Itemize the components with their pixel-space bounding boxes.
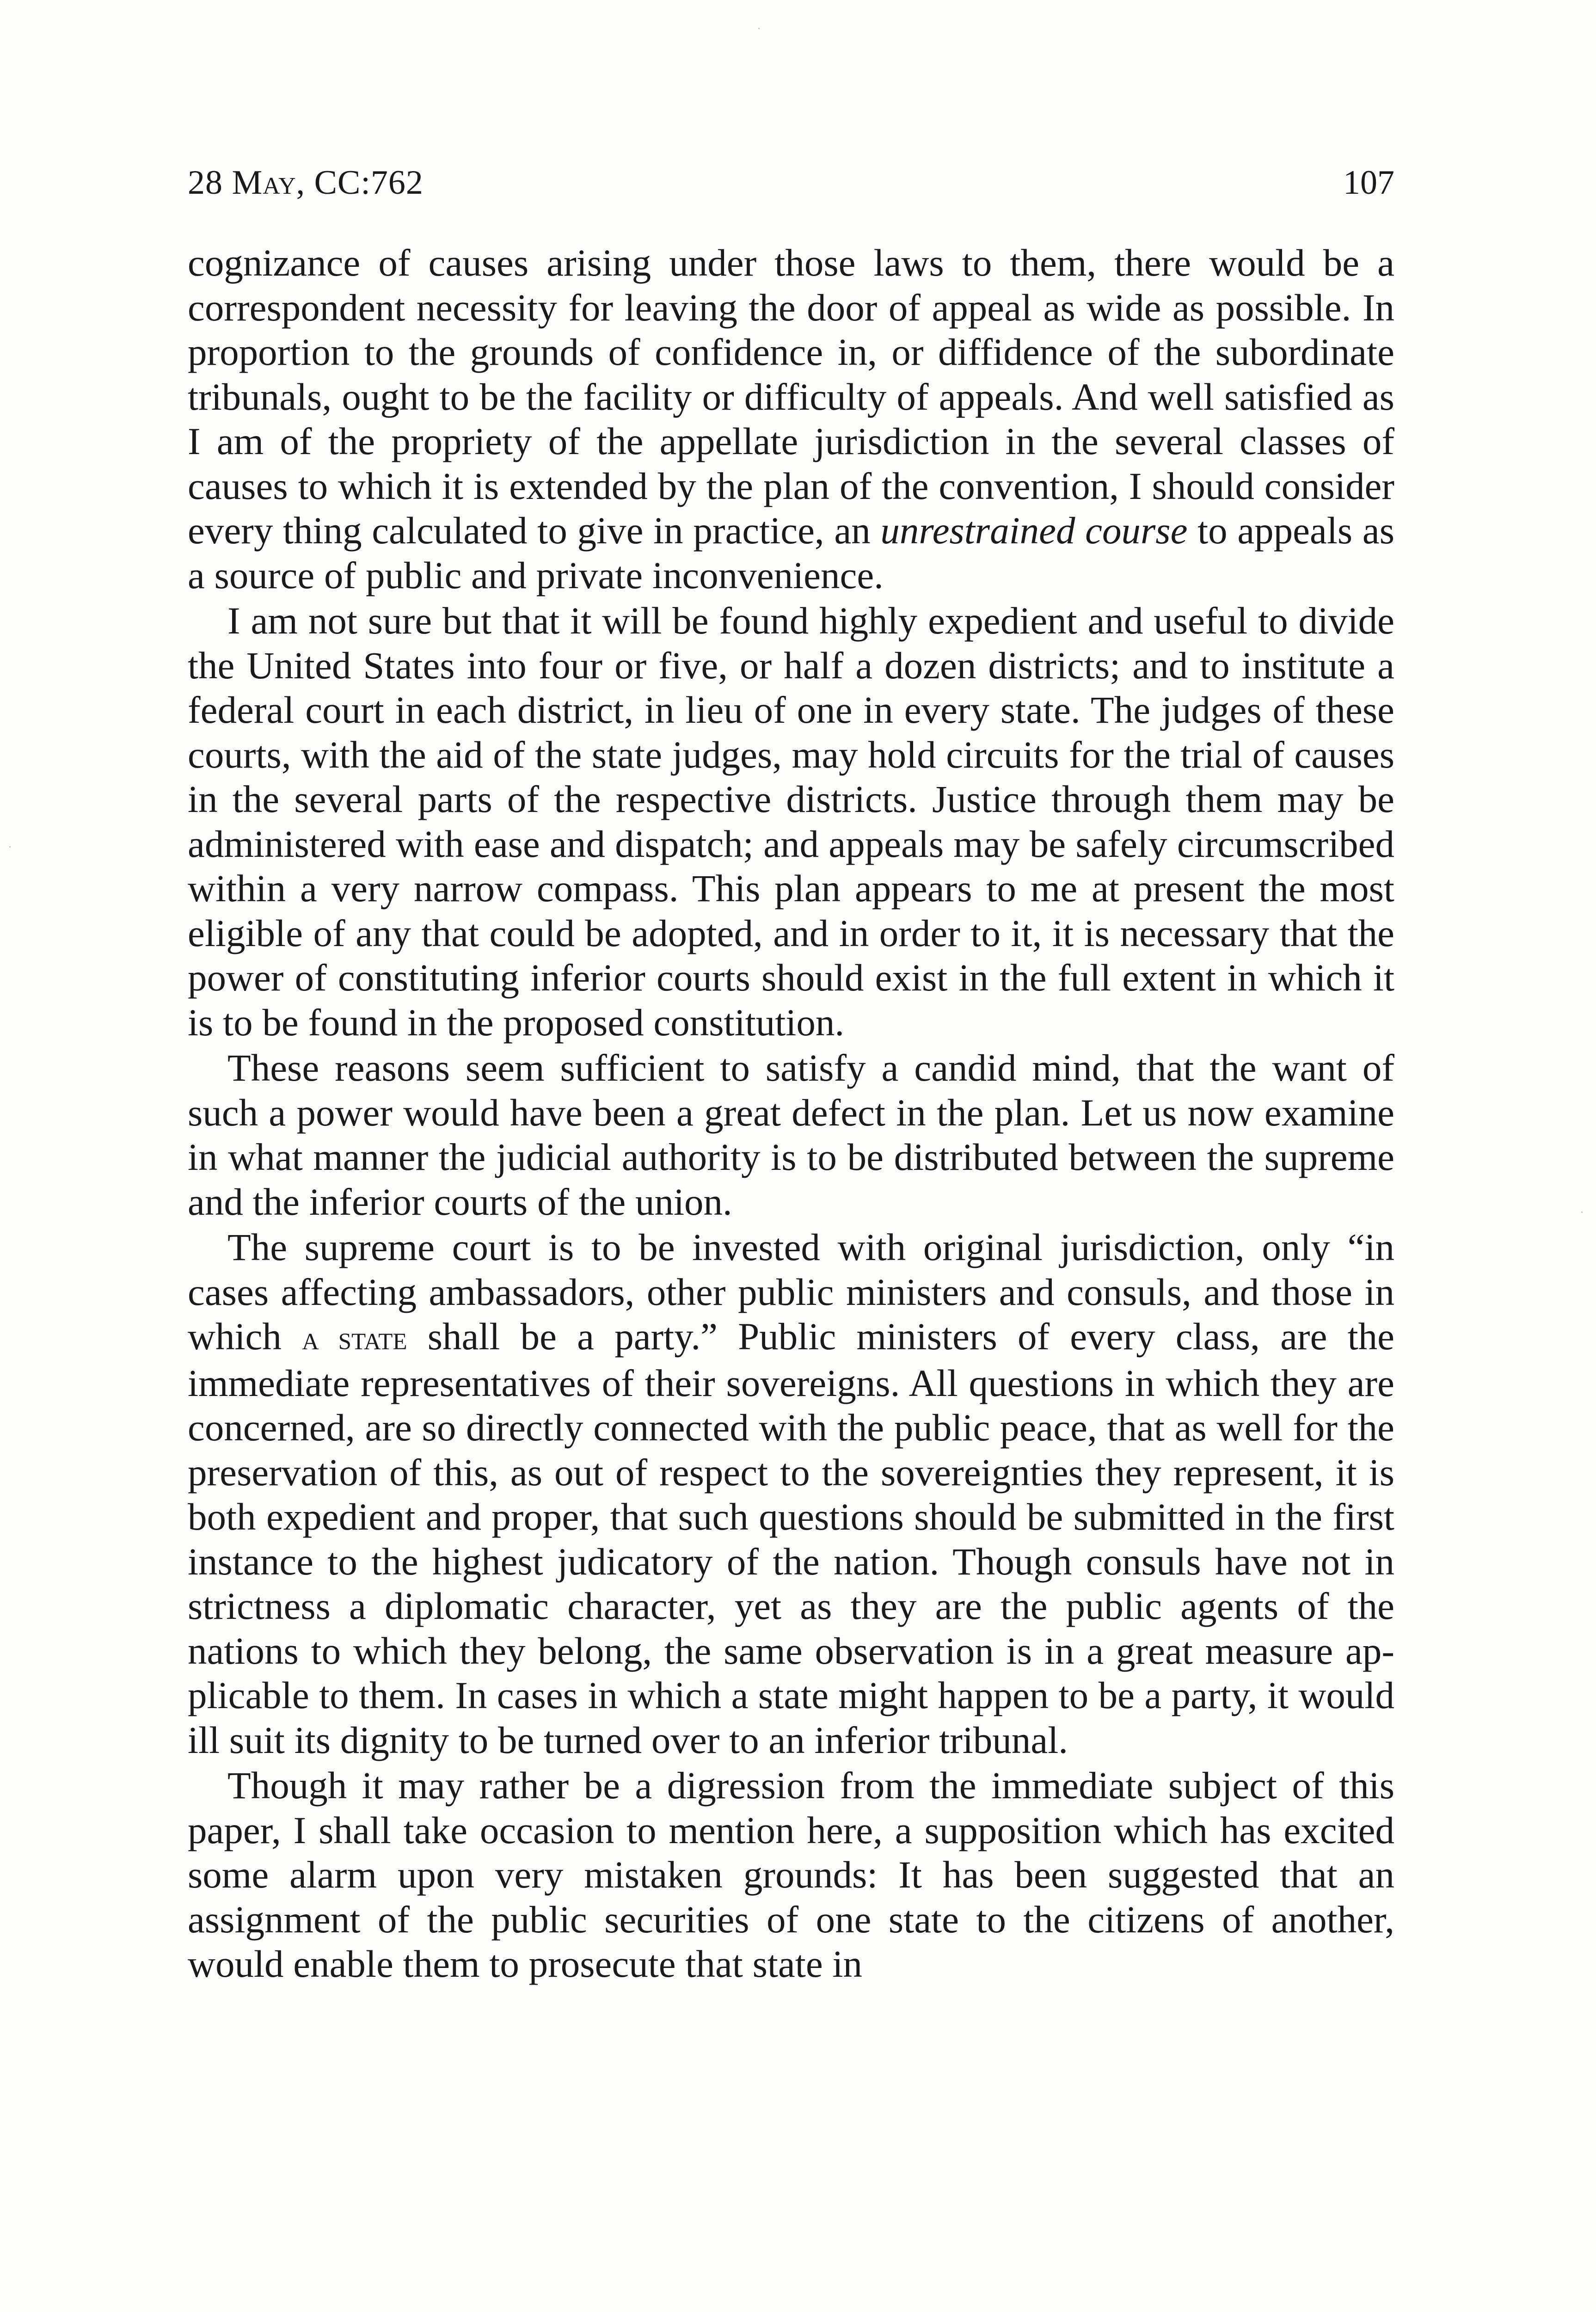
page-number: 107 <box>1343 164 1394 202</box>
paragraph <box>188 1045 1394 1224</box>
scan-speck <box>1581 1211 1583 1213</box>
paragraph-text: I am not sure but that it will be found highly expedient and useful to divide the United States into four or five, or half a dozen districts; and to institute a federal court in each district, in lieu of one in every state. The judges of these courts, with the aid of the state judges, may hold circuits for the trial of causes in the several parts of the respective districts. Justice through them may be administered with ease and dispatch; and appeals may be safely circumscribed within a very narrow compass. This plan appears to me at present the most eligible of any that could be adopted, and in order to it, it is necessary that the power of constituting inferior courts should exist in the full extent in which it is to be found in the proposed constitution. <box>188 599 1394 1044</box>
running-head-month: May <box>232 164 296 202</box>
paragraph <box>188 598 1394 1045</box>
paragraph-text: The supreme court is to be invested with original jurisdiction, only “in cases affecting ambassadors, other public ministers and consuls, and those in which <box>188 1226 1394 1358</box>
running-head-reference <box>188 157 424 208</box>
small-caps-phrase: a state <box>302 1319 407 1357</box>
paragraph-text: These reasons seem sufficient to satisfy a candid mind, that the want of such a power would have been a great defect in the plan. Let us now examine in what manner the judicial authority is to be distributed between the supreme and the inferior courts of the union. <box>188 1046 1394 1223</box>
paragraph-text: cognizance of causes arising under those laws to them, there would be a correspondent necessity for leaving the door of appeal as wide as possible. In proportion to the grounds of confidence in, or diffidence of the subordinate tribunals, ought to be the facility or difficulty of appeals. And well satisfied as I am of the propriety of the appellate jurisdiction in the several classes of causes to which it is extended by the plan of the convention, I should consider every thing calculated to give in practice, an <box>188 241 1394 552</box>
scan-speck <box>9 846 11 848</box>
paragraph-text: to appeals as a source of public and private inconvenience. <box>188 509 1395 596</box>
scan-speck <box>758 28 760 29</box>
running-head <box>188 157 1394 208</box>
paragraph-text: shall be a party.” Public ministers of every class, are the immediate representatives of their sovereigns. All questions in which they are concerned, are so directly connected with the public peace, that as well for the preservation of this, as out of respect to the sovereignties they represent, it is both expedient and proper, that such questions should be submitted in the first instance to the highest judicatory of the nation. Though consuls have not in strictness a diplomatic character, yet as they are the public agents of the nations to which they belong, the same observation is in a great measure applicable to them. In cases in which a state might happen to be a party, it would ill suit its dignity to be turned over to an inferior tribunal. <box>188 1315 1394 1761</box>
paragraph <box>188 240 1394 597</box>
paragraph <box>188 1763 1394 1986</box>
italic-phrase: unrestrained course <box>880 509 1188 552</box>
running-head-document-number: , CC:762 <box>296 164 424 202</box>
body-text <box>188 240 1394 1986</box>
running-head-date: 28 <box>188 164 232 202</box>
paragraph-text: Though it may rather be a digression from the immediate subject of this paper, I shall take occasion to mention here, a supposition which has excited some alarm upon very mistaken grounds: It has been suggested that an assignment of the public securities of one state to the citizens of another, would enable them to prosecute that state in <box>188 1764 1394 1985</box>
paragraph <box>188 1225 1394 1762</box>
